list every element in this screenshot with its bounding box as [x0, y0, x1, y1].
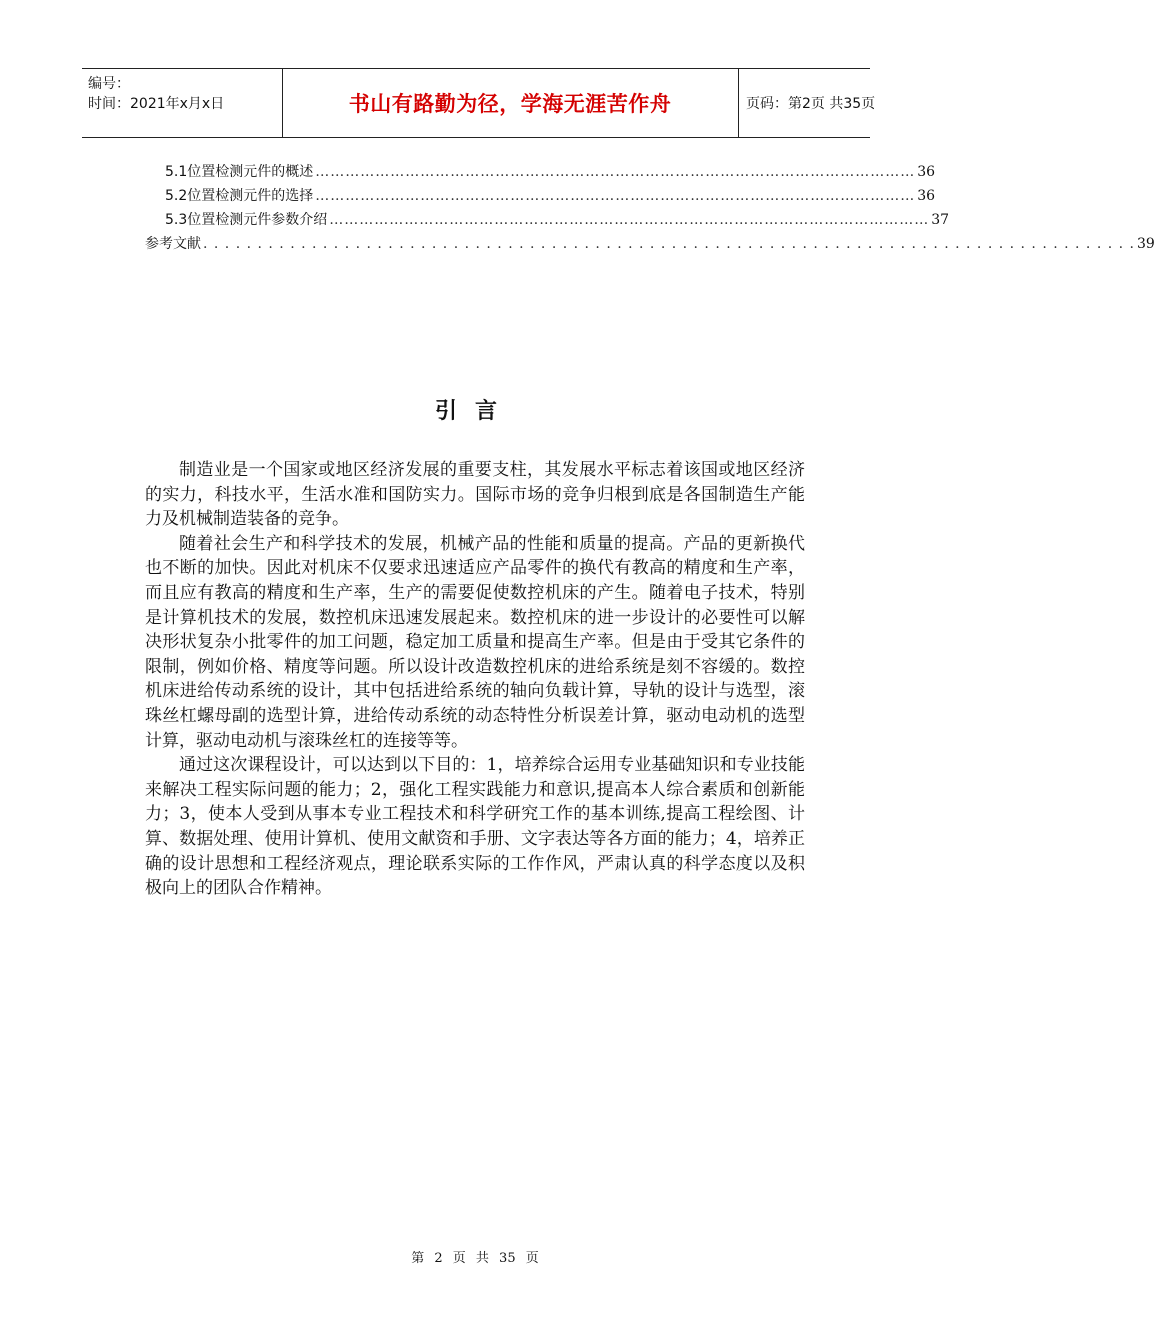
toc-entry-number: 5.3	[165, 212, 188, 228]
toc-entry-label: 参考文献	[145, 236, 201, 252]
toc-entry-number: 5.1	[165, 164, 188, 180]
paragraph: 制造业是一个国家或地区经济发展的重要支柱，其发展水平标志着该国或地区经济的实力，科技水平，生活水准和国防实力。国际市场的竞争归根到底是各国制造生产能力及机械制造装备的竞争。	[145, 460, 805, 530]
toc-leader-dots: …………………………………………………………………………………………………………	[315, 188, 916, 204]
document-date: 时间：2021年x月x日	[88, 96, 225, 112]
toc-entry[interactable]	[145, 208, 950, 232]
page-footer: 第 2 页 共 35 页	[411, 1251, 539, 1266]
toc-entry[interactable]	[145, 232, 1155, 256]
toc-leader-dots: …………………………………………………………………………………………………………	[329, 212, 930, 228]
header-meta	[82, 69, 282, 137]
toc-leader-dots: …………………………………………………………………………………………………………	[315, 164, 916, 180]
document-number-label: 编号：	[88, 76, 130, 92]
toc-entry-page: 37	[931, 212, 950, 228]
toc-entry-label: 位置检测元件的概述	[187, 164, 314, 180]
header-motto: 书山有路勤为径，学海无涯苦作舟	[348, 92, 672, 116]
toc-entry-page: 39	[1136, 236, 1155, 252]
table-of-contents	[145, 160, 1155, 256]
toc-entry[interactable]	[145, 184, 936, 208]
toc-leader-dots: . . . . . . . . . . . . . . . . . . . . . . . . . . . . . . . . . . . . . . . . . . . . . . . . . . . . . . . . . . . . . . . . . . . . . . . . . . . . . . . . . . . . . .	[203, 236, 1135, 252]
paragraph: 通过这次课程设计，可以达到以下目的：1，培养综合运用专业基础知识和专业技能来解决工程实际问题的能力；2，强化工程实践能力和意识,提高本人综合素质和创新能力；3，使本人受到从事本专业工程技术和科学研究工作的基本训练,提高工程绘图、计算、数据处理、使用计算机、使用文献资和手册、文字表达等各方面的能力；4，培养正确的设计思想和工程经济观点，理论联系实际的工作作风，严肃认真的科学态度以及积极向上的团队合作精神。	[145, 755, 805, 899]
paragraph: 随着社会生产和科学技术的发展，机械产品的性能和质量的提高。产品的更新换代也不断的加快。因此对机床不仅要求迅速适应产品零件的换代有教高的精度和生产率，而且应有教高的精度和生产率，生产的需要促使数控机床的产生。随着电子技术，特别是计算机技术的发展，数控机床迅速发展起来。数控机床的进一步设计的必要性可以解决形状复杂小批零件的加工问题，稳定加工质量和提高生产率。但是由于受其它条件的限制，例如价格、精度等问题。所以设计改造数控机床的进给系统是刻不容缓的。数控机床进给传动系统的设计，其中包括进给系统的轴向负载计算，导轨的设计与选型，滚珠丝杠螺母副的选型计算，进给传动系统的动态特性分析误差计算，驱动电动机的选型计算，驱动电动机与滚珠丝杠的连接等等。	[145, 533, 805, 751]
section-title: 引言	[434, 399, 515, 424]
header-page-info: 页码：第2页 共35页	[746, 96, 876, 112]
toc-entry-page: 36	[917, 164, 936, 180]
toc-entry[interactable]	[145, 160, 936, 184]
toc-entry-label: 位置检测元件参数介绍	[187, 212, 328, 228]
page-header	[82, 68, 876, 138]
toc-entry-page: 36	[917, 188, 936, 204]
toc-entry-number: 5.2	[165, 188, 188, 204]
toc-entry-label: 位置检测元件的选择	[187, 188, 314, 204]
section-body	[145, 458, 805, 901]
